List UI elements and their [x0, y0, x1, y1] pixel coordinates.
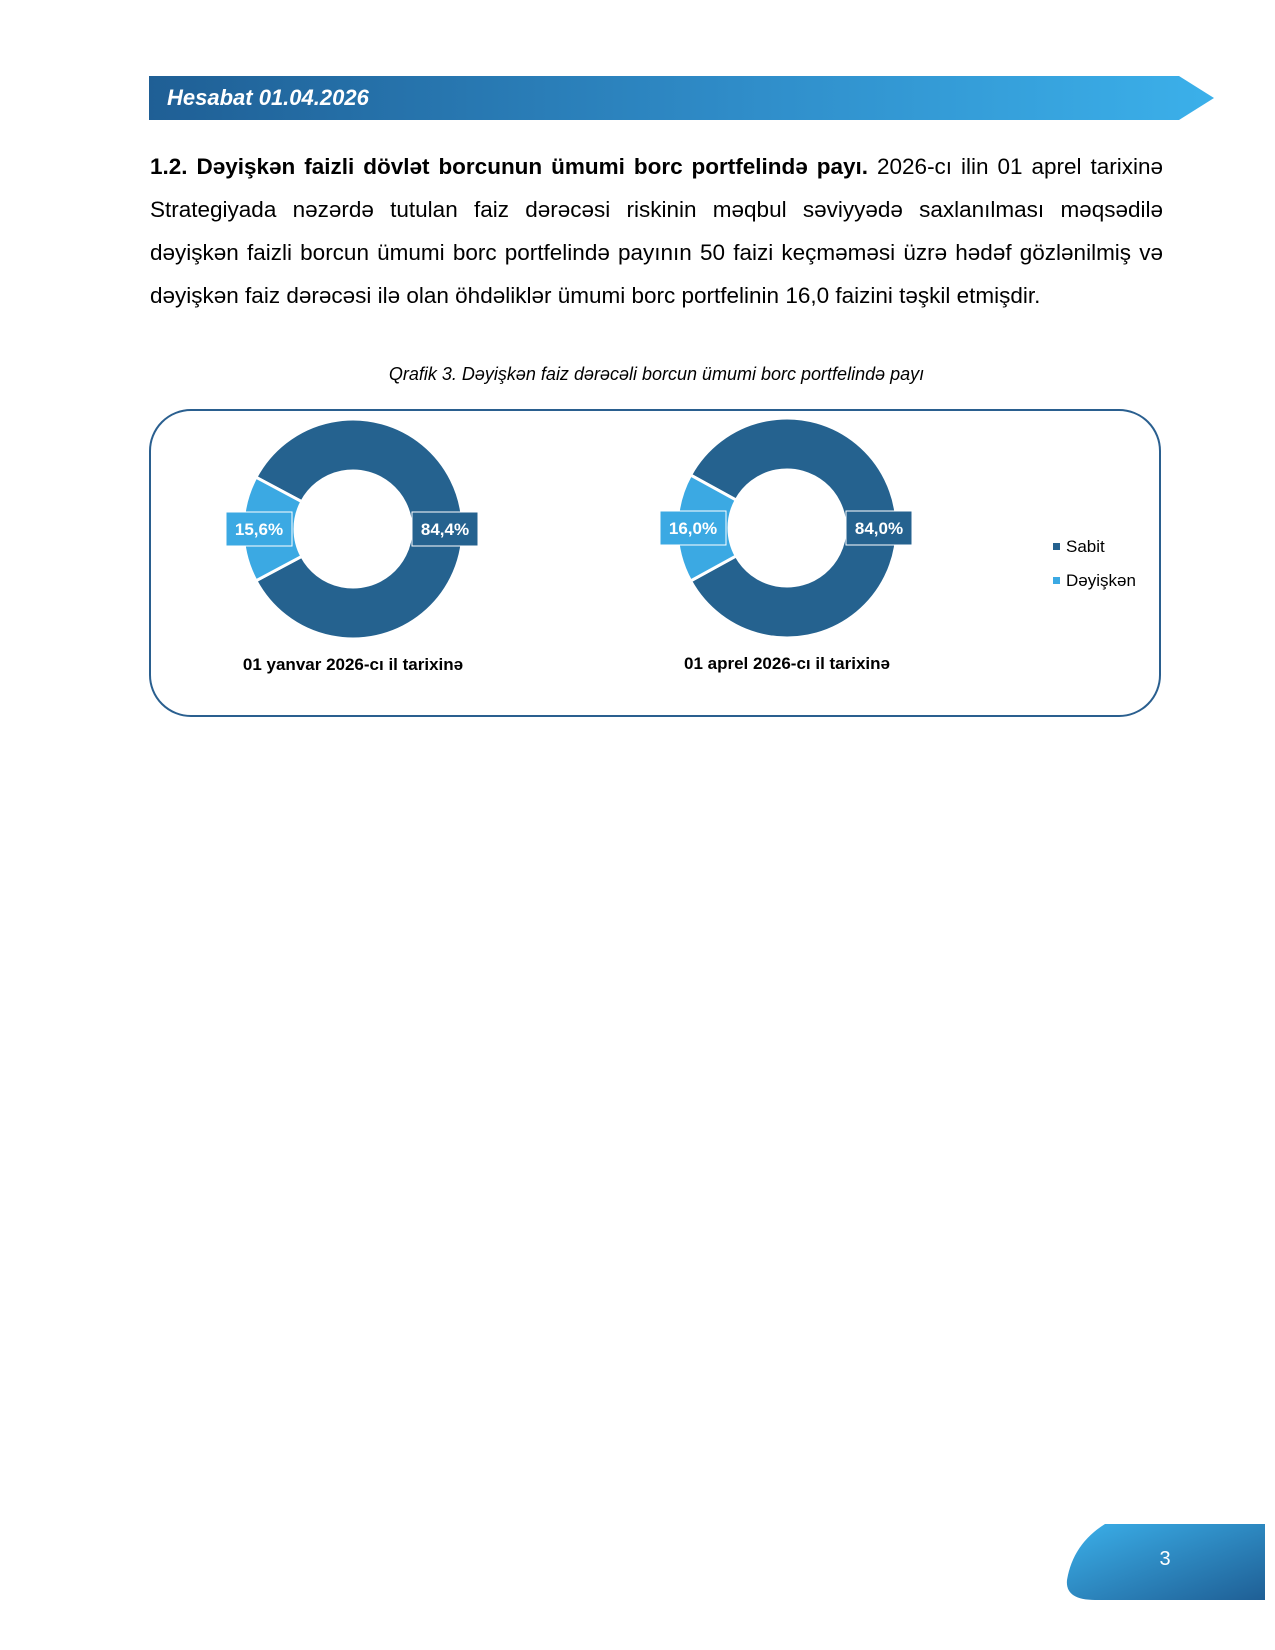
chart-frame	[149, 409, 1161, 717]
figure-caption: Qrafik 3. Dəyişkən faiz dərəcəli borcun ümumi borc portfelində payı	[388, 364, 925, 384]
data-label: 16,0%	[668, 519, 718, 538]
donut-charts	[151, 411, 1163, 719]
legend-swatch	[1053, 543, 1060, 550]
chart-date-label: 01 yanvar 2026-cı il tarixinə	[242, 655, 464, 674]
section-text: 2026-cı ilin 01 aprel tarixinə Strategiyada nəzərdə tutulan faiz dərəcəsi riskinin məqbul səviyyədə saxlanılması məqsədilə dəyişkən faizli borcun ümumi borc portfelində payının 50 faizi keçməməsi üzrə hədəf gözlənilmiş və dəyişkən faiz dərəcəsi ilə olan öhdəliklər ümumi borc portfelinin 16,0 faizini təşkil etmişdir.	[150, 154, 1163, 308]
data-label: 15,6%	[234, 520, 284, 539]
section-heading: 1.2. Dəyişkən faizli dövlət borcunun ümumi borc portfelində payı.	[150, 154, 869, 179]
data-label: 84,4%	[420, 520, 470, 539]
legend-label: Dəyişkən	[1066, 571, 1136, 590]
legend-swatch	[1053, 577, 1060, 584]
page-number: 3	[1159, 1548, 1171, 1570]
chart-date-label: 01 aprel 2026-cı il tarixinə	[683, 654, 891, 673]
section-paragraph	[150, 145, 1163, 317]
report-header-banner	[149, 76, 1214, 120]
report-title: Hesabat 01.04.2026	[167, 85, 369, 110]
legend-label: Sabit	[1066, 537, 1105, 556]
data-label: 84,0%	[854, 519, 904, 538]
